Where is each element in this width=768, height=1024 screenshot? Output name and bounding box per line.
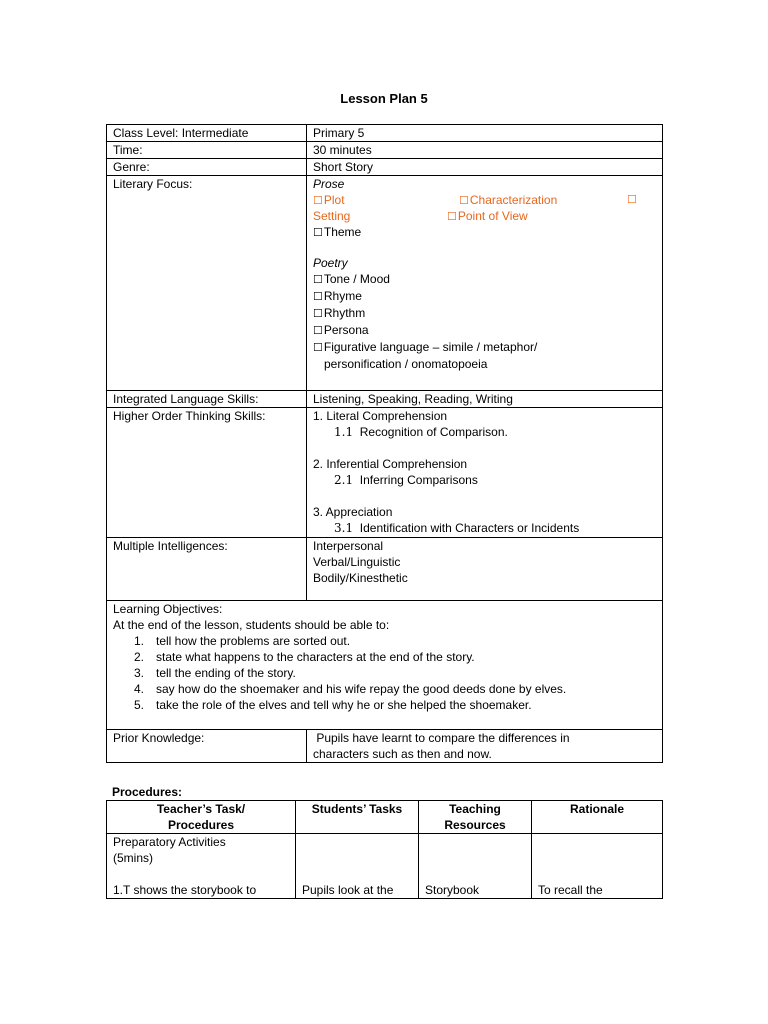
list-item: 3. tell the ending of the story. <box>134 666 296 680</box>
checkbox-theme[interactable]: ☐Theme <box>313 225 362 239</box>
list-item: 1. tell how the problems are sorted out. <box>134 634 351 648</box>
checkbox-icon: ☐ <box>313 342 323 354</box>
table-row <box>107 159 663 176</box>
table-row <box>107 834 663 899</box>
checkbox-icon: ☐ <box>313 325 323 337</box>
checkbox-rhythm[interactable]: ☐Rhythm <box>313 306 366 320</box>
procedures-heading: Procedures: <box>112 785 183 799</box>
prose-row-1 <box>313 192 662 208</box>
table-header-row <box>107 801 663 834</box>
learning-objectives-cell <box>107 601 663 730</box>
hots-item-3: 3. Appreciation <box>313 505 393 519</box>
hots-item-2: 2. Inferential Comprehension <box>313 457 468 471</box>
checkbox-icon: ☐ <box>313 195 323 207</box>
column-header-students-tasks: Students’ Tasks <box>296 801 419 834</box>
checkbox-icon: ☐ <box>313 291 323 303</box>
column-header-rationale: Rationale <box>532 801 663 834</box>
checkbox-icon: ☐ <box>447 211 457 223</box>
genre-label: Genre: <box>107 159 307 176</box>
literary-focus-label: Literary Focus: <box>107 176 307 391</box>
intelligence-item: Interpersonal <box>313 539 384 553</box>
checkbox-setting[interactable]: ☐ <box>627 194 637 206</box>
table-row <box>107 125 663 142</box>
list-item: 5. take the role of the elves and tell why he or she helped the shoemaker. <box>134 698 532 712</box>
rationale-cell: To recall the <box>532 834 663 899</box>
time-value: 30 minutes <box>307 142 663 159</box>
resources-cell: Storybook <box>419 834 532 899</box>
setting-label: Setting <box>313 209 351 223</box>
checkbox-tone-mood[interactable]: ☐Tone / Mood <box>313 272 390 286</box>
students-task-cell: Pupils look at the <box>296 834 419 899</box>
prose-heading: Prose <box>313 177 345 191</box>
list-item: 2. state what happens to the characters at the end of the story. <box>134 650 475 664</box>
table-row <box>107 601 663 730</box>
teacher-task-cell: Preparatory Activities (5mins) 1.T shows the storybook to <box>107 834 296 899</box>
checkbox-icon: ☐ <box>313 308 323 320</box>
literary-focus-cell <box>307 176 663 391</box>
intelligence-item: Bodily/Kinesthetic <box>313 571 408 585</box>
multiple-intelligences-cell <box>307 538 663 601</box>
table-row <box>107 730 663 763</box>
column-header-teaching-resources: Teaching Resources <box>419 801 532 834</box>
checkbox-rhyme[interactable]: ☐Rhyme <box>313 289 362 303</box>
objectives-list <box>113 633 662 713</box>
table-row <box>107 408 663 538</box>
figurative-language-continued: personification / onomatopoeia <box>324 357 488 371</box>
checkbox-plot[interactable]: ☐Plot <box>313 193 345 207</box>
prior-knowledge-line: characters such as then and now. <box>313 747 492 761</box>
integrated-skills-value: Listening, Speaking, Reading, Writing <box>307 391 663 408</box>
hots-subitem-1: 1.1 Recognition of Comparison. <box>334 425 508 439</box>
integrated-skills-label: Integrated Language Skills: <box>107 391 307 408</box>
checkbox-icon: ☐ <box>313 227 323 239</box>
checkbox-figurative-language[interactable]: ☐Figurative language – simile / metaphor/ <box>313 340 538 354</box>
page-title: Lesson Plan 5 <box>340 91 428 106</box>
time-label: Time: <box>107 142 307 159</box>
lesson-info-table <box>106 124 663 763</box>
prior-knowledge-line: Pupils have learnt to compare the differences in <box>313 731 570 745</box>
intelligence-item: Verbal/Linguistic <box>313 555 401 569</box>
hots-label: Higher Order Thinking Skills: <box>107 408 307 538</box>
genre-value: Short Story <box>307 159 663 176</box>
prior-knowledge-cell <box>307 730 663 763</box>
table-row <box>107 142 663 159</box>
objectives-heading: Learning Objectives: <box>113 602 223 616</box>
table-row <box>107 176 663 391</box>
table-row <box>107 538 663 601</box>
column-header-teacher-task: Teacher’s Task/ Procedures <box>107 801 296 834</box>
hots-cell <box>307 408 663 538</box>
class-level-value: Primary 5 <box>307 125 663 142</box>
prior-knowledge-label: Prior Knowledge: <box>107 730 307 763</box>
class-level-label: Class Level: Intermediate <box>107 125 307 142</box>
hots-item-1: 1. Literal Comprehension <box>313 409 448 423</box>
prose-row-2 <box>313 208 662 224</box>
list-item: 4. say how do the shoemaker and his wife repay the good deeds done by elves. <box>134 682 567 696</box>
hots-subitem-3: 3.1 Identification with Characters or Incidents <box>334 521 580 535</box>
objectives-intro: At the end of the lesson, students should be able to: <box>113 618 390 632</box>
poetry-heading: Poetry <box>313 256 348 270</box>
table-row <box>107 391 663 408</box>
checkbox-persona[interactable]: ☐Persona <box>313 323 369 337</box>
multiple-intelligences-label: Multiple Intelligences: <box>107 538 307 601</box>
checkbox-icon: ☐ <box>313 274 323 286</box>
checkbox-icon: ☐ <box>459 195 469 207</box>
checkbox-point-of-view[interactable]: ☐Point of View <box>447 209 528 223</box>
procedures-table <box>106 800 663 899</box>
checkbox-characterization[interactable]: ☐Characterization <box>459 193 558 207</box>
hots-subitem-2: 2.1 Inferring Comparisons <box>334 473 478 487</box>
